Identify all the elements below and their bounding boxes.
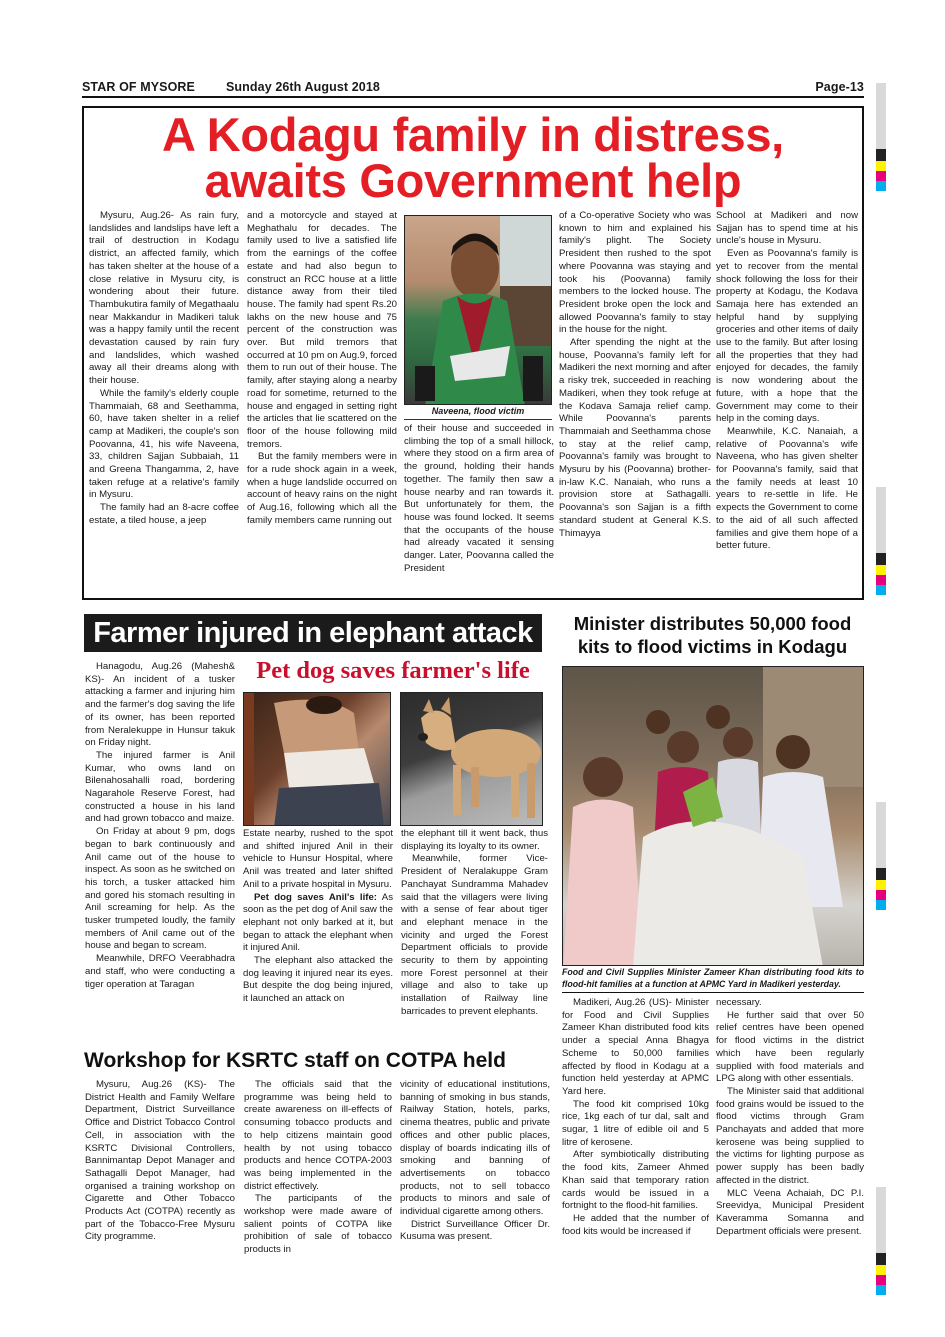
registration-magenta-swatch: [876, 171, 886, 181]
paragraph: Hanagodu, Aug.26 (Mahesh& KS)- An incident of a tusker attacking a farmer and injuring him and the farmer's dog saving the life of its owner, has been reported from Neralekuppe in Hunsur takuk on Friday night.: [85, 661, 235, 749]
registration-black-swatch: [876, 1253, 886, 1265]
paragraph: of a Co-operative Society who was known to him and explained his family's plight. The Society President then rushed to the spot where Poovanna was staying and took his (Poovanna) family members to the locked house. The President broke open the lock and allowed Poovanna's family to stay in the house for the night.: [559, 210, 711, 336]
paragraph: He further said that over 50 relief centres have been opened for flood victims in the district which have been regularly supplied with food materials and LPG along with other essentials.: [716, 1009, 864, 1085]
registration-black-swatch: [876, 149, 886, 161]
workshop-article-column-1: [85, 1079, 235, 1244]
registration-yellow-swatch: [876, 565, 886, 575]
registration-magenta-swatch: [876, 890, 886, 900]
issue-date: Sunday 26th August 2018: [226, 80, 380, 94]
registration-gray-bar: [876, 802, 886, 868]
registration-cyan-swatch: [876, 585, 886, 595]
paragraph: The elephant also attacked the dog leaving it injured near its eyes. But despite the dog being injured, it launched an attack on: [243, 955, 393, 1005]
dog-icon: [401, 693, 543, 826]
paragraph: and a motorcycle and stayed at Meghathalu for decades. The family used to live a satisfied life from the earnings of the coffee estate and had also begun to construct an RCC house at a little distance away from their tiled house. The family had spent Rs.20 lakhs on the new house and 75 percent of the construction was over. But mild tremors that occurred at 10 pm on Aug.9, forced them to run out of their house. The family, after staying along a nearby road for sometime, returned to the house and engaged in setting right the articles that lie scattered on the floor of the house following mild tremors.: [247, 210, 397, 450]
paragraph-lead: Pet dog saves Anil's life:: [254, 891, 377, 903]
article-column-3: [404, 423, 554, 575]
paragraph: necessary.: [716, 997, 762, 1008]
registration-gray-bar: [876, 83, 886, 149]
injured-man-icon: [244, 693, 391, 826]
paragraph: The Minister said that additional food grains would be issued to the flood victims through Gram Panchayats and added that more kerosene was being supplied to the victims for lighting purpose as power supply has been badly affected in the district.: [716, 1085, 864, 1186]
paragraph: of their house and succeeded in climbing the top of a small hillock, where they stood on a firm area of the ground, holding their hands together. The family then saw a house nearby and ran towards it. But unfortunately for them, the house was found locked. It seems that the occupants of the house had already vacated it sensing danger. Later, Poovanna called the President: [404, 423, 554, 574]
paragraph: Madikeri, Aug.26 (US)- Minister for Food and Civil Supplies Zameer Khan distributed food kits under a special Anna Bhagya Scheme to 50,000 families affected by flood in Kodagu at a function held yesterday at APMC Yard here.: [562, 997, 709, 1097]
workshop-article-column-2: [244, 1079, 392, 1257]
registration-gray-bar: [876, 487, 886, 553]
paragraph: On Friday at about 9 pm, dogs began to bark continuously and Anil came out of the house to inspect. As soon as he switched on his torch, a tusker attacked him and gored his stomach resulting in Anil screaming for help. As the tusker trumpeted loudly, the family members of Anil came out of the house and began to scream.: [85, 826, 235, 952]
registration-black-swatch: [876, 868, 886, 880]
article-headline-workshop: Workshop for KSRTC staff on COTPA held: [84, 1049, 506, 1072]
headline-line-2: kits to flood victims in Kodagu: [577, 636, 848, 657]
article-column-4: [559, 210, 711, 540]
group-people-icon: [563, 667, 864, 966]
paragraph: Meanwhile, DRFO Veerabhadra and staff, who were conducting a tiger operation at Taragan: [85, 953, 235, 990]
paragraph: He added that the number of food kits would be increased if: [562, 1212, 709, 1237]
registration-yellow-swatch: [876, 880, 886, 890]
registration-gray-bar: [876, 1187, 886, 1253]
paragraph: Meanwhile, former Vice-President of Neralakuppe Gram Panchayat Sundramma Mahadev said that the villagers were living with a sense of fear about tiger and elephant menace in the vicinity and urged the Forest Department officials to provide security to them by appointing more Forest personnel at their village and also to take up installation of Railway line barricades to prevent elephants.: [401, 853, 548, 1017]
caption-divider: [562, 992, 864, 993]
paragraph: The family had an 8-acre coffee estate, a tiled house, a jeep: [89, 502, 239, 526]
paragraph: After spending the night at the house, Poovanna's family left for Madikeri the next morning and after a risky trek, succeeded in reaching Madikeri, when they took refuge at the Kodava Samaja relief camp. While Poovanna's parents Thammaiah and Seethamma chose to stay at the relief camp, Poovanna's family was brought to Mysuru by his (Poovanna) brother-in-law K.C. Nanaiah, who runs a provision store at Sathagalli. Poovanna's son Sajjan is a fifth standard student at General K.S. Thimayya: [559, 337, 711, 539]
minister-article-column-1: [562, 997, 709, 1238]
article-column-5: [716, 210, 858, 553]
newspaper-name: STAR OF MYSORE: [82, 80, 195, 94]
article-column-2: [247, 210, 397, 528]
paragraph: The food kit comprised 10kg rice, 1kg each of tur dal, salt and sugar, 1 litre of edible oil and 5 litre of kerosene.: [562, 1098, 709, 1148]
article-headline-minister: [560, 612, 865, 658]
photo-pet-dog: [400, 692, 543, 826]
registration-cyan-swatch: [876, 1285, 886, 1295]
registration-black-swatch: [876, 553, 886, 565]
paragraph: Even as Poovanna's family is yet to recover from the mental shock following the loss for their property at Kodagu, the Kodava Samaja here has extended an helpful hand by supplying groceries and other items of daily use to the family. But after losing all the properties that they had enjoyed for decades, the family is now wondering about the future, with a hope that the Government may come to their help in the coming days.: [716, 248, 858, 425]
paragraph: [243, 892, 393, 956]
caption-divider: [404, 419, 552, 420]
paragraph: The injured farmer is Anil Kumar, who owns land on Bilenahosahalli road, bordering Nagarahole Reserve Forest, had constructed a house in his land and had grown tobacco and maize.: [85, 749, 235, 825]
paragraph: the elephant till it went back, thus displaying its loyalty to its owner.: [401, 828, 548, 852]
registration-cyan-swatch: [876, 181, 886, 191]
article-headline: [84, 108, 862, 207]
farmer-article-column-2: [243, 828, 393, 1006]
registration-yellow-swatch: [876, 161, 886, 171]
farmer-article-column-1: [85, 661, 235, 991]
article-headline-farmer: Farmer injured in elephant attack: [84, 614, 542, 652]
paragraph: vicinity of educational institutions, banning of smoking in bus stands, Railway Station, hotels, parks, cinema theatres, public and private offices and other public places, display of boards indicating ills of smoking and banning of advertisements on tobacco products, not to sell tobacco products to minors and sale of individual cigarette among others.: [400, 1079, 550, 1218]
paragraph: While the family's elderly couple Thammaiah, 68 and Seethamma, 60, have taken shelter in a relief camp at Madikeri, the couple's son Poovanna, 41, his wife Naveena, 33, children Sajjan Subbaiah, 11 and Greena Thangamma, 2, have taken refuge at a relative's family in Mysuru.: [89, 387, 239, 501]
paragraph: Mysuru, Aug.26- As rain fury, landslides and landslips have left a trail of destruction in Kodagu district, an affected family, which has taken shelter at the house of a close relative in Mysuru city, is wondering about their future. Thambukutira family of Megathaalu near Makkandur in Madikeri taluk was a happy family until the recent devastation caused by rain fury and landslides, which washed away all their dreams along with their house.: [89, 210, 239, 387]
paragraph: After symbiotically distributing the food kits, Zameer Ahmed Khan said that temporary ration cards would be issued in a fortnight to the flood-hit families.: [562, 1149, 709, 1212]
headline-line-1: A Kodagu family in distress,: [162, 108, 784, 161]
article-kodagu-family: [82, 106, 864, 600]
paragraph: MLC Veena Achaiah, DC P.I. Sreevidya, Municipal President Kaveramma Somanna and Department officials were present.: [716, 1187, 864, 1237]
registration-magenta-swatch: [876, 575, 886, 585]
paragraph-text: As soon as the pet dog of Anil saw the elephant not only barked at it, but began to attack the elephant when it injured Anil.: [243, 891, 393, 954]
photo-caption: Food and Civil Supplies Minister Zameer Khan distributing food kits to flood-hit families at a function at APMC Yard in Madikeri yesterday.: [562, 967, 864, 989]
masthead: [82, 78, 864, 98]
photo-minister-distributing-kits: [562, 666, 864, 966]
paragraph: The participants of the workshop were made aware of salient points of COTPA like prohibition of sale of tobacco products in: [244, 1193, 392, 1256]
registration-magenta-swatch: [876, 1275, 886, 1285]
paragraph: Mysuru, Aug.26 (KS)- The District Health and Family Welfare Department, District Surveillance Office and District Tobacco Control Cell, in association with the KSRTC Divisional Controllers, Bannimantap Depot Manager and Sathagalli Depot Manager, had organised a training workshop on Cigarette and Other Tobacco Products Act (COTPA) recently as part of the Tobacco-Free Mysuru City programme.: [85, 1079, 235, 1243]
photo-naveena: [404, 215, 552, 405]
paragraph: The officials said that the programme was being held to create awareness on ill-effects of consuming tobacco products and to help citizens maintain good health by not using tobacco products and hence COTPA-2003 was being implemented in the district effectively.: [244, 1079, 392, 1192]
paragraph: But the family members were in for a rude shock again in a week, when a huge landslide occurred on account of heavy rains on the night of Aug.16, following which all the family members came running out: [247, 451, 397, 526]
page-number: Page-13: [815, 80, 864, 94]
article-subhead-pet-dog: Pet dog saves farmer's life: [256, 657, 530, 684]
paragraph: District Surveillance Officer Dr. Kusuma was present.: [400, 1218, 550, 1243]
workshop-article-column-3: [400, 1079, 550, 1244]
portrait-woman-icon: [405, 216, 552, 405]
farmer-article-column-3: [401, 828, 548, 1019]
minister-article-column-2: [716, 997, 864, 1238]
headline-line-1: Minister distributes 50,000 food: [573, 613, 852, 634]
registration-yellow-swatch: [876, 1265, 886, 1275]
paragraph: School at Madikeri and now Sajjan has to spend time at his uncle's house in Mysuru.: [716, 210, 858, 247]
headline-line-2: awaits Government help: [204, 154, 742, 207]
paragraph: Meanwhile, K.C. Nanaiah, a relative of Poovanna's wife Naveena, who has given shelter for Poovanna's family, said that the family needs at least 10 years to re-settle in life. He expects the Government to come to the aid of all such affected families and give them hope of a better future.: [716, 425, 858, 552]
photo-caption: Naveena, flood victim: [431, 406, 525, 416]
registration-cyan-swatch: [876, 900, 886, 910]
photo-injured-farmer: [243, 692, 391, 826]
paragraph: Estate nearby, rushed to the spot and shifted injured Anil in their vehicle to Hunsur Hospital, where Anil was treated and later shifted Anil to a private hospital in Mysuru.: [243, 828, 393, 890]
article-column-1: [89, 210, 239, 528]
